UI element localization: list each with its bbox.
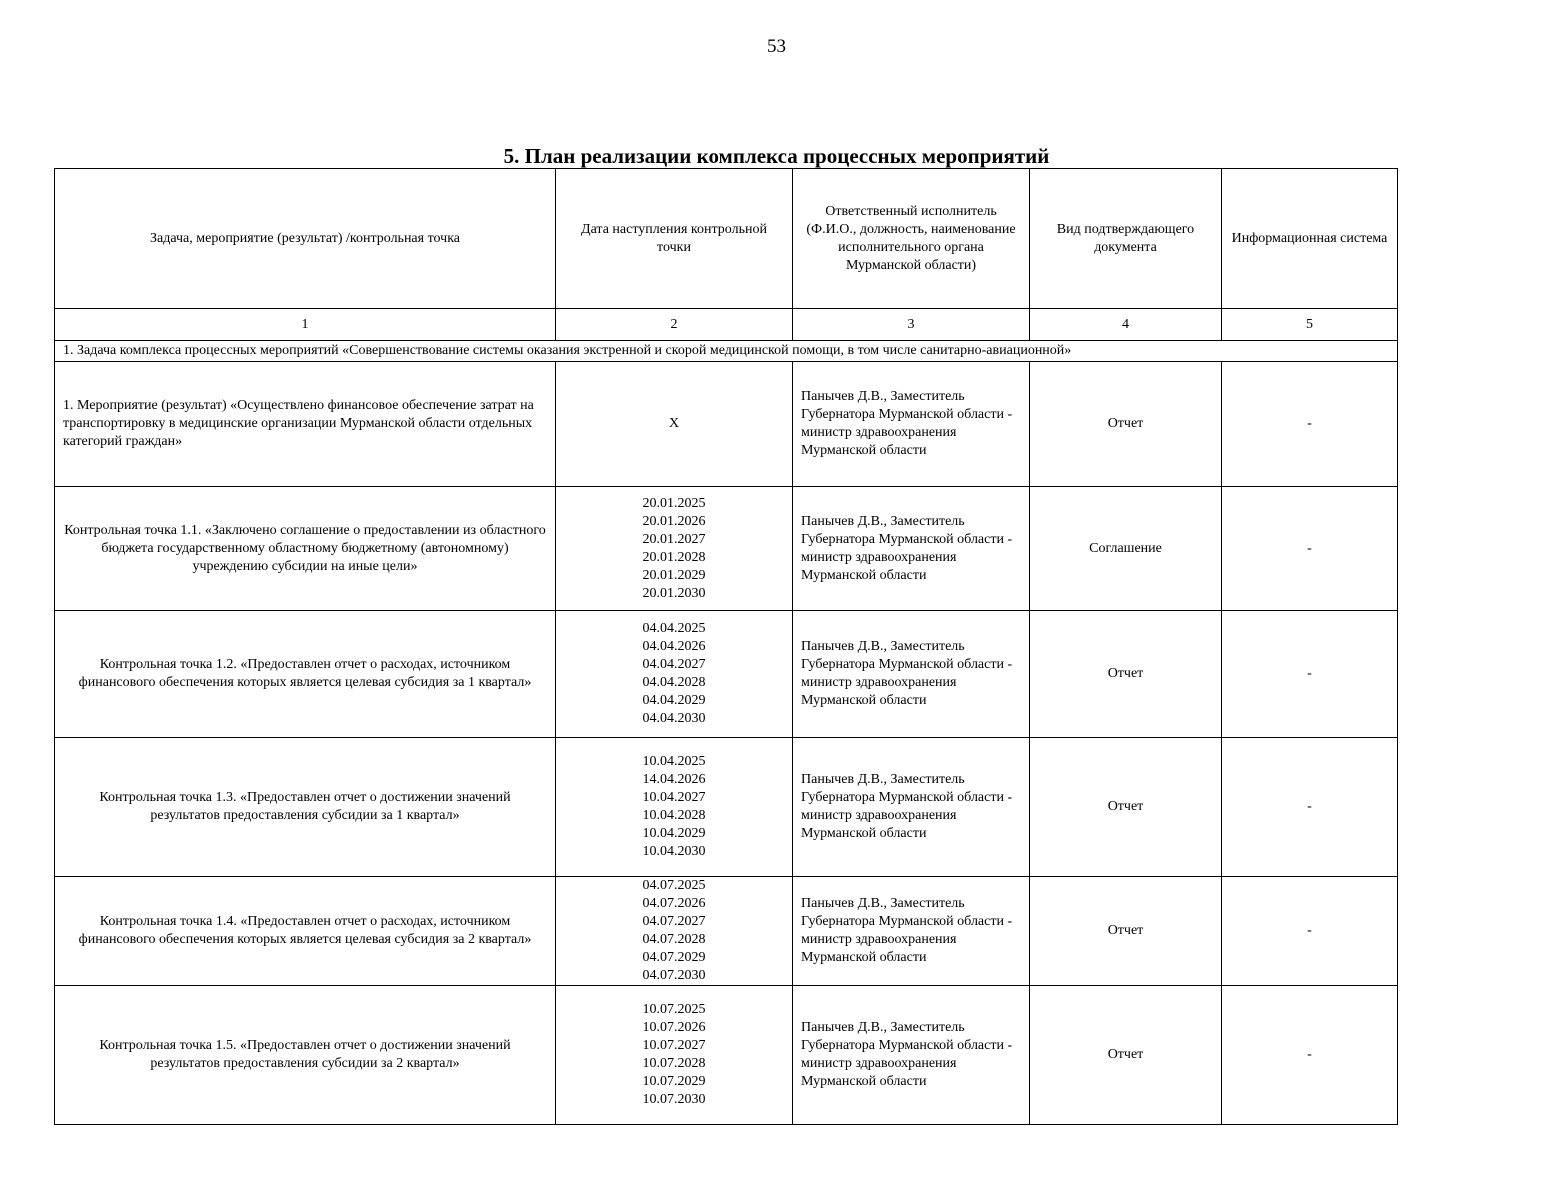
checkpoint-date: 20.01.2030 [642,585,706,601]
checkpoint-system: - [1222,986,1398,1125]
checkpoint-dates [556,986,793,1125]
checkpoint-system: - [1222,738,1398,877]
checkpoint-date: 04.04.2025 [642,621,706,636]
task-row [55,341,1398,362]
checkpoint-date: 10.04.2028 [642,808,706,823]
checkpoint-dates [556,738,793,877]
checkpoint-date: 10.04.2030 [642,844,706,859]
checkpoint-name: Контрольная точка 1.5. «Предоставлен отчет о достижении значений результатов предоставления субсидии за 2 квартал» [55,986,556,1125]
checkpoint-date: 20.01.2027 [642,531,706,547]
checkpoint-date: 10.04.2025 [642,754,706,769]
event-row [55,362,1398,487]
column-number: 4 [1030,309,1222,341]
header-executor: Ответственный исполнитель (Ф.И.О., должность, наименование исполнительного органа Мурманской области) [793,169,1030,309]
checkpoint-date: 04.04.2026 [642,639,706,654]
checkpoint-document: Соглашение [1030,487,1222,611]
header-task: Задача, мероприятие (результат) /контрольная точка [55,169,556,309]
checkpoint-document: Отчет [1030,611,1222,738]
header-document: Вид подтверждающего документа [1030,169,1222,309]
event-executor: Панычев Д.В., Заместитель Губернатора Мурманской области - министр здравоохранения Мурманской области [793,362,1030,487]
checkpoint-name: Контрольная точка 1.1. «Заключено соглашение о предоставлении из областного бюджета государственному областному бюджетному (автономному) учреждению субсидии на иные цели» [55,487,556,611]
checkpoint-date: 04.04.2029 [642,693,706,708]
checkpoint-dates [556,877,793,986]
checkpoint-date: 04.04.2030 [642,711,706,726]
checkpoint-executor: Панычев Д.В., Заместитель Губернатора Мурманской области - министр здравоохранения Мурманской области [793,487,1030,611]
event-system: - [1222,362,1398,487]
column-number: 1 [55,309,556,341]
checkpoint-dates [556,611,793,738]
checkpoint-date: 10.07.2025 [642,1002,706,1017]
checkpoint-date: 10.07.2028 [642,1056,706,1071]
checkpoint-date: 04.04.2027 [642,657,706,672]
checkpoint-executor: Панычев Д.В., Заместитель Губернатора Мурманской области - министр здравоохранения Мурманской области [793,986,1030,1125]
header-system: Информационная система [1222,169,1398,309]
checkpoint-row [55,611,1398,738]
checkpoint-date: 20.01.2028 [642,549,706,565]
column-number: 5 [1222,309,1398,341]
checkpoint-date: 10.07.2026 [642,1020,706,1035]
plan-table [54,168,1398,1125]
checkpoint-system: - [1222,877,1398,986]
column-number: 2 [556,309,793,341]
checkpoint-date: 10.07.2029 [642,1074,706,1089]
page-number: 53 [767,36,786,57]
checkpoint-row [55,738,1398,877]
header-row [55,169,1398,309]
page-title: 5. План реализации комплекса процессных мероприятий [503,144,1050,168]
column-number-row [55,309,1398,341]
checkpoint-row [55,487,1398,611]
checkpoint-executor: Панычев Д.В., Заместитель Губернатора Мурманской области - министр здравоохранения Мурманской области [793,877,1030,986]
checkpoint-row [55,877,1398,986]
checkpoint-date: 10.07.2027 [642,1038,706,1053]
event-name: 1. Мероприятие (результат) «Осуществлено финансовое обеспечение затрат на транспортировку в медицинские организации Мурманской области отдельных категорий граждан» [55,362,556,487]
checkpoint-system: - [1222,611,1398,738]
checkpoint-date: 20.01.2026 [642,513,706,529]
column-number: 3 [793,309,1030,341]
checkpoint-date: 10.07.2030 [642,1092,706,1107]
checkpoint-executor: Панычев Д.В., Заместитель Губернатора Мурманской области - министр здравоохранения Мурманской области [793,611,1030,738]
checkpoint-date: 20.01.2025 [642,495,706,511]
checkpoint-document: Отчет [1030,877,1222,986]
checkpoint-date: 04.07.2025 [642,878,706,893]
checkpoint-date: 04.07.2030 [642,968,706,983]
checkpoint-date: 10.04.2027 [642,790,706,805]
task-title: 1. Задача комплекса процессных мероприятий «Совершенствование системы оказания экстренной и скорой медицинской помощи, в том числе санитарно-авиационной» [55,341,1398,362]
checkpoint-date: 20.01.2029 [642,567,706,583]
checkpoint-date: 04.04.2028 [642,675,706,690]
checkpoint-date: 04.07.2029 [642,950,706,965]
checkpoint-name: Контрольная точка 1.4. «Предоставлен отчет о расходах, источником финансового обеспечения которых является целевая субсидия за 2 квартал» [55,877,556,986]
checkpoint-date: 10.04.2029 [642,826,706,841]
checkpoint-row [55,986,1398,1125]
checkpoint-name: Контрольная точка 1.2. «Предоставлен отчет о расходах, источником финансового обеспечения которых является целевая субсидия за 1 квартал» [55,611,556,738]
checkpoint-dates [556,487,793,611]
checkpoint-date: 04.07.2028 [642,932,706,947]
checkpoint-document: Отчет [1030,986,1222,1125]
checkpoint-date: 04.07.2027 [642,914,706,929]
checkpoint-date: 04.07.2026 [642,896,706,911]
checkpoint-name: Контрольная точка 1.3. «Предоставлен отчет о достижении значений результатов предоставления субсидии за 1 квартал» [55,738,556,877]
checkpoint-system: - [1222,487,1398,611]
checkpoint-date: 14.04.2026 [642,772,706,787]
event-date: X [556,362,793,487]
event-document: Отчет [1030,362,1222,487]
header-date: Дата наступления контрольной точки [556,169,793,309]
checkpoint-document: Отчет [1030,738,1222,877]
checkpoint-executor: Панычев Д.В., Заместитель Губернатора Мурманской области - министр здравоохранения Мурманской области [793,738,1030,877]
